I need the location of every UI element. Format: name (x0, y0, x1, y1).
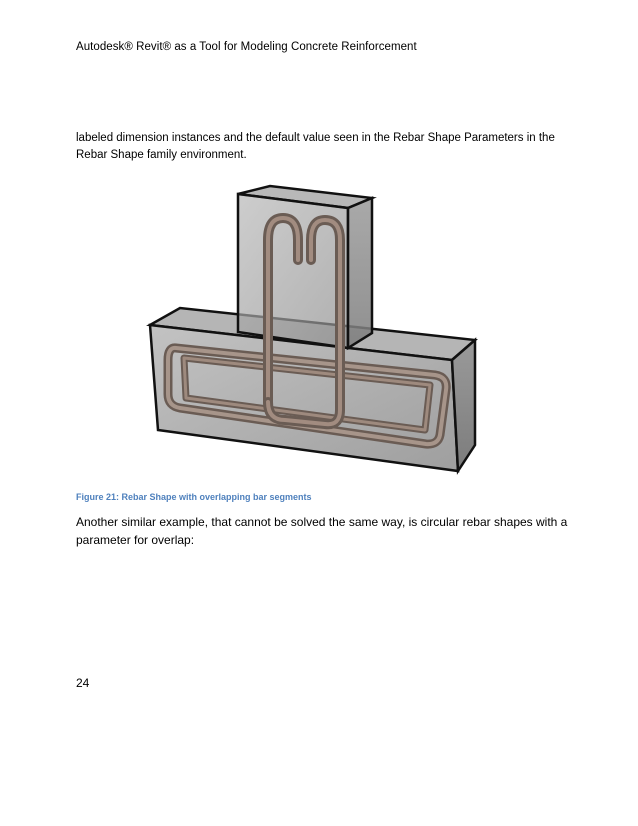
upright-block (238, 186, 372, 348)
running-header: Autodesk® Revit® as a Tool for Modeling Concrete Reinforcement (76, 41, 417, 53)
figure-caption: Figure 21: Rebar Shape with overlapping bar segments (76, 492, 312, 502)
figure-rebar-shape (140, 180, 480, 480)
rebar-3d-illustration (140, 180, 480, 480)
page-number: 24 (76, 676, 90, 690)
body-paragraph-1: labeled dimension instances and the default value seen in the Rebar Shape Parameters in the Rebar Shape family environment. (76, 132, 555, 161)
body-paragraph-2: Another similar example, that cannot be solved the same way, is circular rebar shapes with a parameter for overlap: (76, 515, 568, 547)
